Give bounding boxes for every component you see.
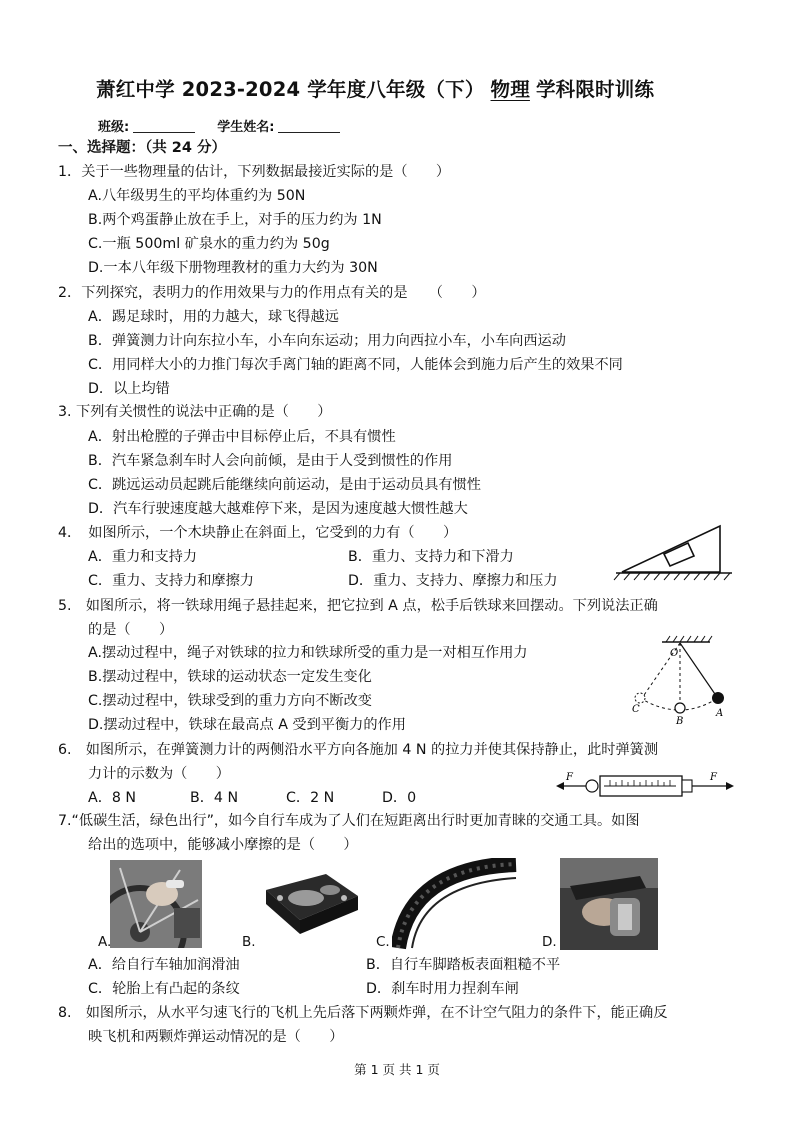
q7-option-a: A．给自行车轴加润滑油 [88, 957, 240, 973]
photo-c-tire-tread [392, 858, 522, 950]
student-info-row [98, 116, 362, 135]
title-subject: 物理 [490, 78, 530, 101]
pendulum-string [680, 643, 717, 697]
arrow-right-head [726, 782, 734, 790]
label-f-right: F [710, 772, 717, 783]
wood-block [664, 543, 694, 566]
q3-stem: 3. 下列有关惯性的说法中正确的是（ ） [58, 404, 332, 420]
class-blank [133, 120, 195, 133]
q6-option-a: A．8 N [88, 790, 137, 806]
q5-stem-line2: 的是（ ） [88, 622, 174, 638]
q4-option-d: D．重力、支持力、摩擦力和压力 [348, 573, 558, 589]
q1-option-d: D.一本八年级下册物理教材的重力大约为 30N [88, 260, 378, 276]
q1-stem: 1．关于一些物理量的估计，下列数据最接近实际的是（ ） [58, 164, 451, 180]
q1-option-a: A.八年级男生的平均体重约为 50N [88, 188, 306, 204]
student-name-blank [278, 120, 340, 133]
pendulum-figure [624, 636, 736, 726]
q3-option-a: A．射出枪膛的子弹击中目标停止后，不具有惯性 [88, 429, 396, 445]
ball-at-c [635, 693, 645, 703]
q7-stem-line2: 给出的选项中，能够减小摩擦的是（ ） [88, 837, 358, 853]
photo-d-brake-lever [560, 858, 658, 950]
incline-figure [612, 520, 742, 582]
q2-option-d: D．以上均错 [88, 381, 170, 397]
q4-option-c: C．重力、支持力和摩擦力 [88, 573, 254, 589]
section-title: 一、选择题：（共 24 分） [58, 140, 227, 156]
q5-stem-line1: 5. 如图所示，将一铁球用绳子悬挂起来，把它拉到 A 点，松手后铁球来回摆动。下列说法正确 [58, 598, 658, 614]
student-name-label: 学生姓名: [217, 120, 275, 135]
q2-option-b: B．弹簧测力计向东拉小车，小车向东运动；用力向西拉小车，小车向西运动 [88, 333, 566, 349]
spring-scale-figure [556, 768, 736, 804]
q7-image-label-a: A. [98, 934, 112, 950]
title-suffix: 学科限时训练 [535, 78, 655, 101]
q4-option-a: A．重力和支持力 [88, 549, 198, 565]
q7-option-b: B．自行车脚踏板表面粗糙不平 [366, 957, 561, 973]
q6-stem-line1: 6. 如图所示，在弹簧测力计的两侧沿水平方向各施加 4 N 的拉力并使其保持静止，此时弹簧测 [58, 742, 659, 758]
label-a: A [716, 708, 724, 719]
ground-hatching [614, 573, 730, 580]
page-footer: 第 1 页 共 1 页 [354, 1062, 440, 1077]
q5-option-a: A.摆动过程中，绳子对铁球的拉力和铁球所受的重力是一对相互作用力 [88, 645, 528, 661]
ball-at-b [675, 703, 685, 713]
ball-at-a [712, 692, 724, 704]
q3-option-b: B．汽车紧急刹车时人会向前倾，是由于人受到惯性的作用 [88, 453, 453, 469]
label-b: B [676, 716, 684, 727]
q5-option-b: B.摆动过程中，铁球的运动状态一定发生变化 [88, 669, 372, 685]
q6-stem-line2: 力计的示数为（ ） [88, 766, 230, 782]
label-f-left: F [566, 772, 573, 783]
page-title [96, 74, 736, 102]
class-label: 班级: [98, 120, 130, 135]
ceiling-hatching [666, 636, 712, 642]
photo-a-oiling-bike-axle [110, 860, 202, 948]
q2-option-c: C．用同样大小的力推门每次手离门轴的距离不同，人能体会到施力后产生的效果不同 [88, 357, 623, 373]
q2-stem: 2．下列探究，表明力的作用效果与力的作用点有关的是 （ ） [58, 285, 486, 301]
q2-option-a: A．踢足球时，用的力越大，球飞得越远 [88, 309, 339, 325]
scale-hook-block [682, 780, 692, 792]
q5-option-d: D.摆动过程中，铁球在最高点 A 受到平衡力的作用 [88, 717, 406, 733]
q7-stem-line1: 7.“低碳生活，绿色出行”，如今自行车成为了人们在短距离出行时更加青睐的交通工具。如图 [58, 813, 640, 829]
arrow-left-head [556, 782, 564, 790]
q8-stem-line1: 8. 如图所示，从水平匀速飞行的飞机上先后落下两颗炸弹，在不计空气阻力的条件下，能正确反 [58, 1005, 668, 1021]
q7-image-label-b: B. [242, 934, 256, 950]
q6-option-b: B．4 N [190, 790, 239, 806]
q3-option-c: C．跳远运动员起跳后能继续向前运动，是由于运动员具有惯性 [88, 477, 481, 493]
q1-option-c: C.一瓶 500ml 矿泉水的重力约为 50g [88, 236, 330, 252]
label-o: O [670, 648, 679, 659]
q5-option-c: C.摆动过程中，铁球受到的重力方向不断改变 [88, 693, 372, 709]
q7-image-label-c: C. [376, 934, 390, 950]
q8-stem-line2: 映飞机和两颗炸弹运动情况的是（ ） [88, 1029, 344, 1045]
q6-option-d: D．0 [382, 790, 417, 806]
q7-option-d: D．刹车时用力捏刹车闸 [366, 981, 519, 997]
q3-option-d: D．汽车行驶速度越大越难停下来，是因为速度越大惯性越大 [88, 501, 468, 517]
q1-option-b: B.两个鸡蛋静止放在手上，对手的压力约为 1N [88, 212, 382, 228]
label-c: C [632, 704, 640, 715]
q7-option-c: C．轮胎上有凸起的条纹 [88, 981, 240, 997]
q4-stem: 4． 如图所示，一个木块静止在斜面上，它受到的力有（ ） [58, 525, 458, 541]
photo-b-pedal [256, 868, 364, 942]
left-ring [586, 780, 598, 792]
q6-option-c: C．2 N [286, 790, 335, 806]
q7-image-label-d: D. [542, 934, 557, 950]
q4-option-b: B．重力、支持力和下滑力 [348, 549, 514, 565]
title-prefix: 萧红中学 2023-2024 学年度八年级（下） [96, 78, 485, 101]
